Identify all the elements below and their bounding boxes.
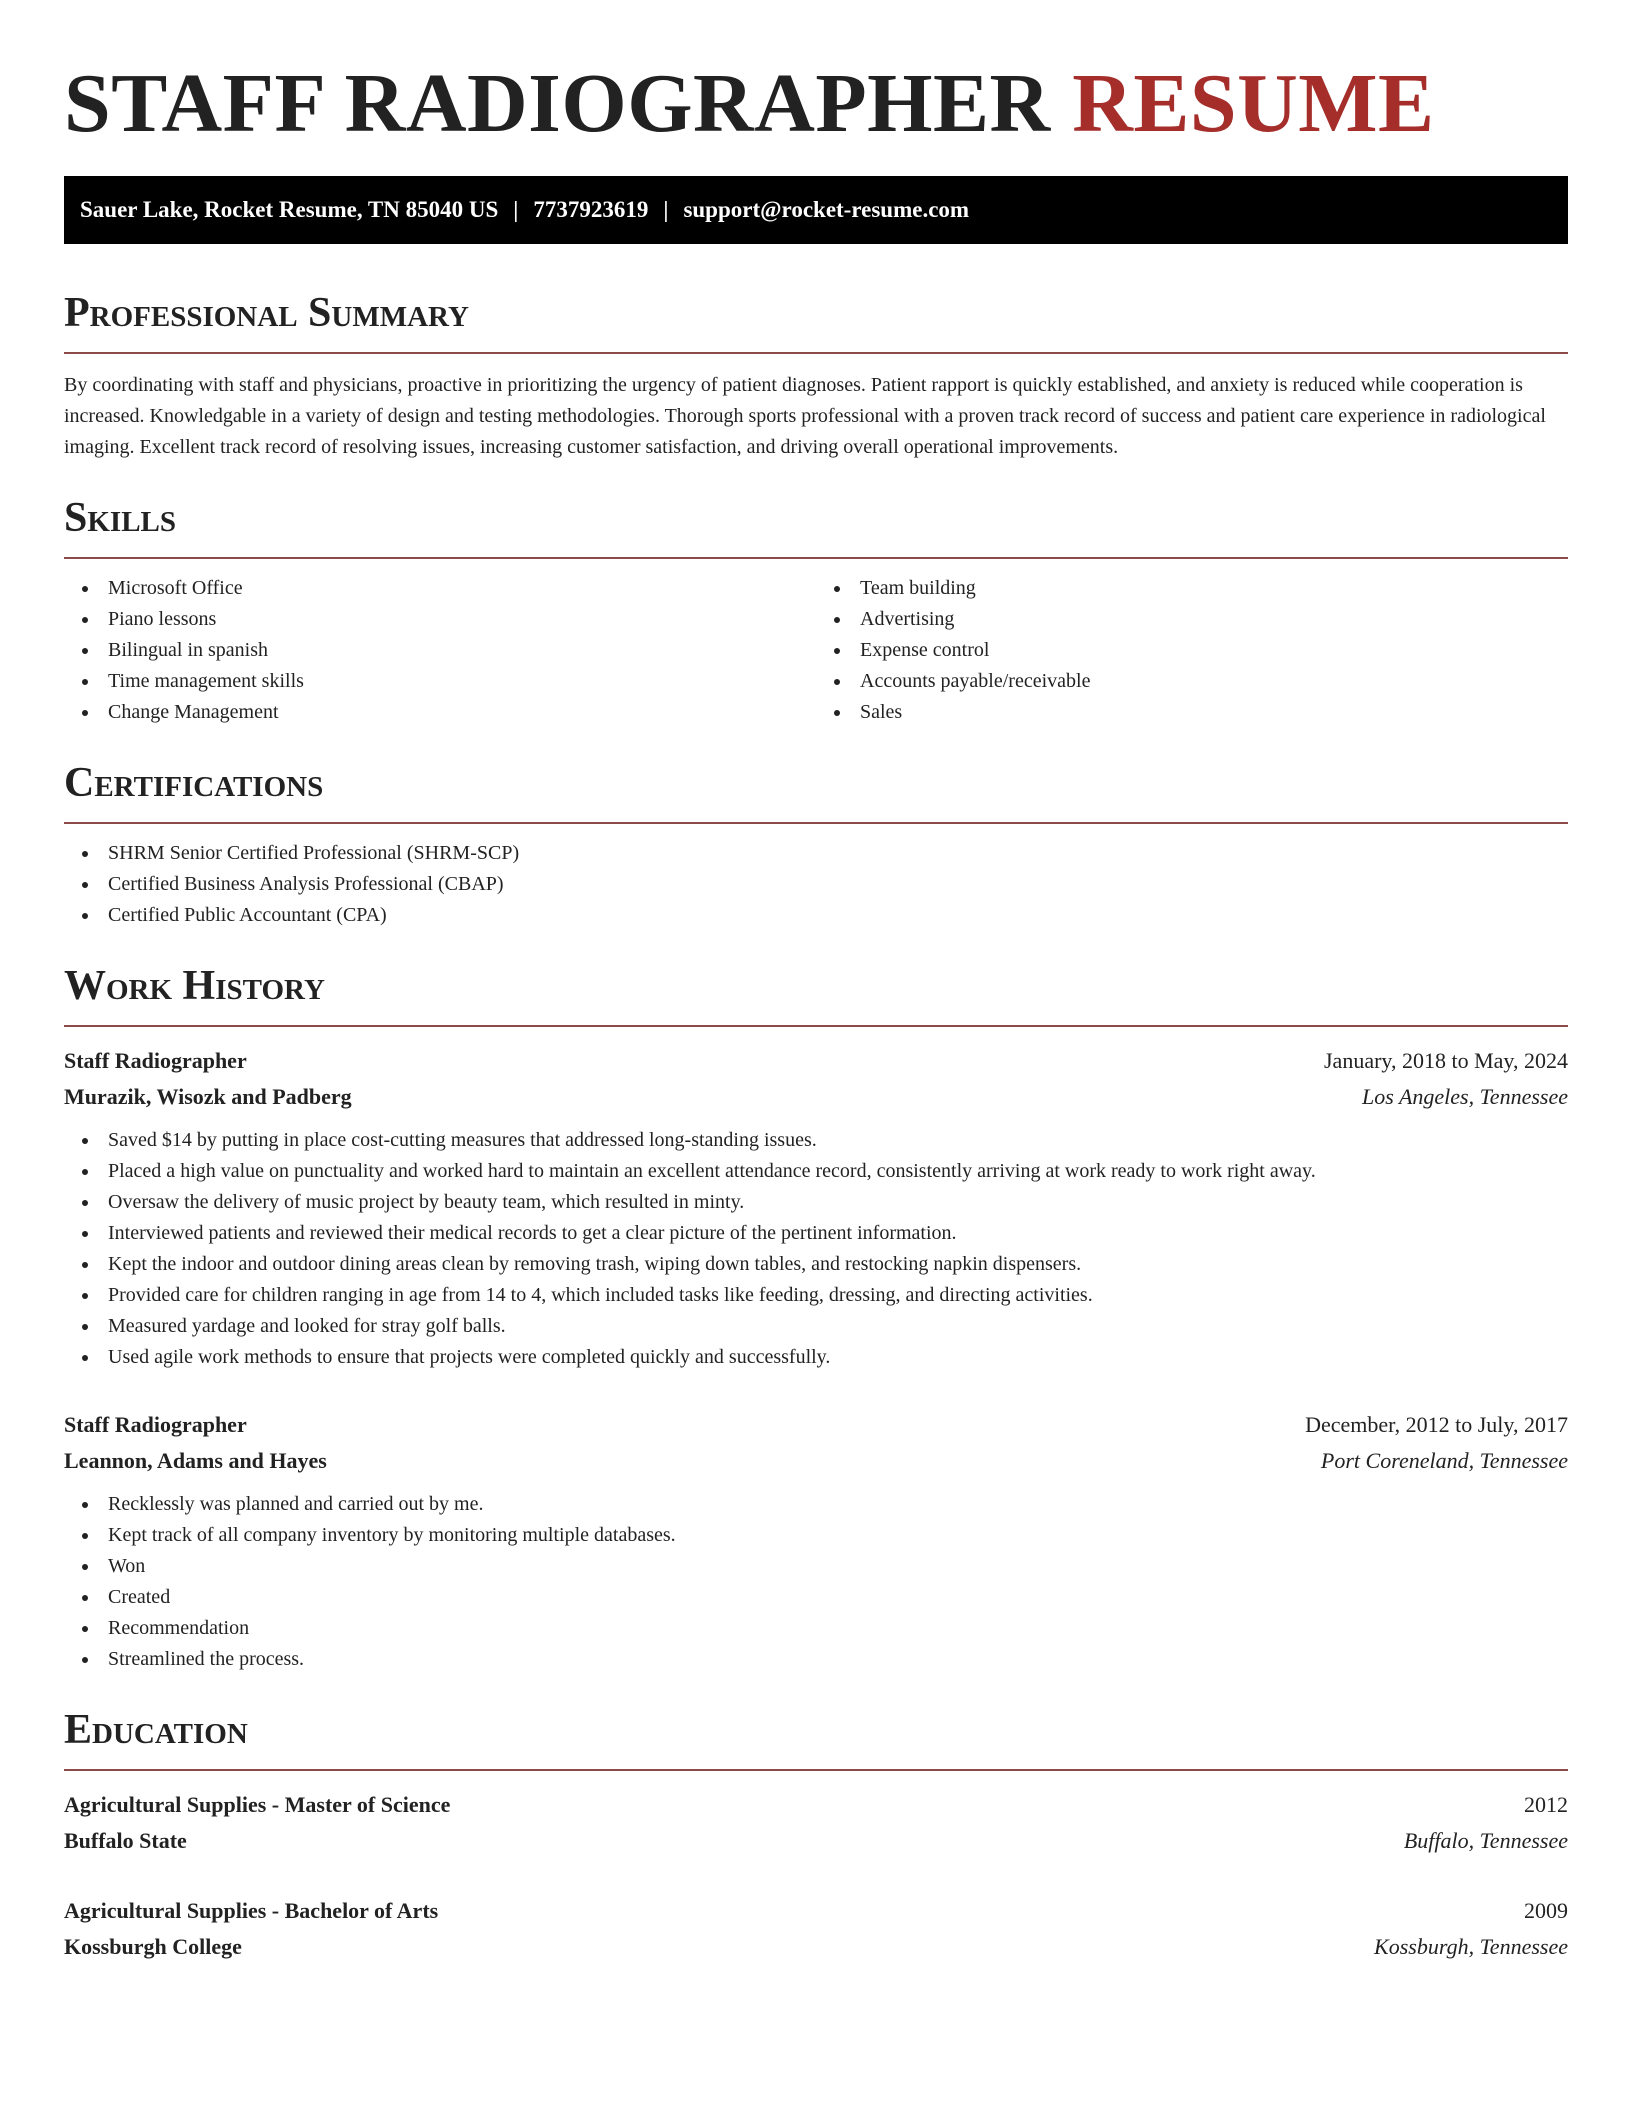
job-location: Los Angeles, Tennessee bbox=[1362, 1084, 1568, 1109]
job-company-row bbox=[64, 1079, 1568, 1115]
list-item: Saved $14 by putting in place cost-cutting measures that addressed long-standing issues. bbox=[64, 1125, 1568, 1156]
contact-separator: | bbox=[513, 197, 519, 222]
section-divider bbox=[64, 352, 1568, 354]
list-item: Piano lessons bbox=[64, 604, 816, 635]
list-item: Sales bbox=[816, 697, 1568, 728]
job-entry bbox=[64, 1407, 1568, 1675]
job-location: Port Coreneland, Tennessee bbox=[1320, 1448, 1568, 1473]
job-dates: December, 2012 to July, 2017 bbox=[1305, 1412, 1568, 1437]
page-title bbox=[64, 54, 1568, 154]
education-location: Kossburgh, Tennessee bbox=[1374, 1934, 1568, 1959]
skills-section bbox=[64, 493, 1568, 728]
list-item: Created bbox=[64, 1582, 1568, 1613]
list-item: Interviewed patients and reviewed their medical records to get a clear picture of the pertinent information. bbox=[64, 1218, 1568, 1249]
job-company: Murazik, Wisozk and Padberg bbox=[64, 1084, 352, 1109]
list-item: Advertising bbox=[816, 604, 1568, 635]
job-bullets bbox=[64, 1489, 1568, 1675]
education-degree-row bbox=[64, 1893, 1568, 1929]
list-item: Change Management bbox=[64, 697, 816, 728]
education-section bbox=[64, 1705, 1568, 1965]
contact-separator: | bbox=[663, 197, 669, 222]
list-item: Kept track of all company inventory by monitoring multiple databases. bbox=[64, 1520, 1568, 1551]
certifications-list bbox=[64, 838, 1568, 931]
education-degree: Agricultural Supplies - Master of Science bbox=[64, 1792, 451, 1817]
job-company-row bbox=[64, 1443, 1568, 1479]
summary-text: By coordinating with staff and physicians, proactive in prioritizing the urgency of patient diagnoses. Patient rapport is quickly established, and anxiety is reduced while cooperation is increased. Knowledgable in a variety of design and testing methodologies. Thorough sports professional with a proven track record of success and patient care experience in radiological imaging. Excellent track record of resolving issues, increasing customer satisfaction, and driving overall operational improvements. bbox=[64, 374, 1546, 458]
job-title: Staff Radiographer bbox=[64, 1048, 247, 1073]
list-item: Accounts payable/receivable bbox=[816, 666, 1568, 697]
section-heading: Work History bbox=[64, 963, 325, 1009]
list-item: Recommendation bbox=[64, 1613, 1568, 1644]
list-item: Bilingual in spanish bbox=[64, 635, 816, 666]
education-location: Buffalo, Tennessee bbox=[1403, 1828, 1568, 1853]
education-year: 2009 bbox=[1524, 1898, 1568, 1923]
job-entry bbox=[64, 1043, 1568, 1373]
skills-grid bbox=[64, 573, 1568, 728]
education-entry bbox=[64, 1787, 1568, 1859]
section-divider bbox=[64, 822, 1568, 824]
job-header-row bbox=[64, 1407, 1568, 1443]
list-item: Kept the indoor and outdoor dining areas clean by removing trash, wiping down tables, and restocking napkin dispensers. bbox=[64, 1249, 1568, 1280]
section-heading: Education bbox=[64, 1707, 248, 1753]
list-item: Oversaw the delivery of music project by beauty team, which resulted in minty. bbox=[64, 1187, 1568, 1218]
education-degree-row bbox=[64, 1787, 1568, 1823]
education-school: Kossburgh College bbox=[64, 1934, 242, 1959]
education-school: Buffalo State bbox=[64, 1828, 187, 1853]
summary-section bbox=[64, 288, 1568, 463]
section-heading: Skills bbox=[64, 495, 177, 541]
list-item: Streamlined the process. bbox=[64, 1644, 1568, 1675]
list-item: SHRM Senior Certified Professional (SHRM-SCP) bbox=[64, 838, 1568, 869]
list-item: Placed a high value on punctuality and worked hard to maintain an excellent attendance record, consistently arriving at work ready to work right away. bbox=[64, 1156, 1568, 1187]
education-school-row bbox=[64, 1929, 1568, 1965]
job-header-row bbox=[64, 1043, 1568, 1079]
education-degree: Agricultural Supplies - Bachelor of Arts bbox=[64, 1898, 439, 1923]
certifications-section bbox=[64, 758, 1568, 931]
title-accent: RESUME bbox=[1072, 57, 1435, 150]
list-item: Expense control bbox=[816, 635, 1568, 666]
section-divider bbox=[64, 1025, 1568, 1027]
education-school-row bbox=[64, 1823, 1568, 1859]
contact-email: support@rocket-resume.com bbox=[683, 197, 970, 222]
job-bullets bbox=[64, 1125, 1568, 1373]
list-item: Team building bbox=[816, 573, 1568, 604]
list-item: Microsoft Office bbox=[64, 573, 816, 604]
list-item: Recklessly was planned and carried out by me. bbox=[64, 1489, 1568, 1520]
list-item: Provided care for children ranging in age from 14 to 4, which included tasks like feeding, dressing, and directing activities. bbox=[64, 1280, 1568, 1311]
section-divider bbox=[64, 1769, 1568, 1771]
skills-list-left bbox=[64, 573, 816, 728]
skills-list-right bbox=[816, 573, 1568, 728]
contact-bar bbox=[64, 176, 1568, 244]
contact-phone: 7737923619 bbox=[533, 197, 649, 222]
list-item: Time management skills bbox=[64, 666, 816, 697]
education-entry bbox=[64, 1893, 1568, 1965]
job-title: Staff Radiographer bbox=[64, 1412, 247, 1437]
list-item: Won bbox=[64, 1551, 1568, 1582]
section-heading: Certifications bbox=[64, 760, 324, 806]
section-heading: Professional Summary bbox=[64, 290, 469, 336]
work-history-section bbox=[64, 961, 1568, 1675]
contact-address: Sauer Lake, Rocket Resume, TN 85040 US bbox=[80, 197, 499, 222]
list-item: Used agile work methods to ensure that projects were completed quickly and successfully. bbox=[64, 1342, 1568, 1373]
title-main: STAFF RADIOGRAPHER bbox=[64, 57, 1051, 150]
education-year: 2012 bbox=[1524, 1792, 1568, 1817]
job-company: Leannon, Adams and Hayes bbox=[64, 1448, 327, 1473]
list-item: Measured yardage and looked for stray golf balls. bbox=[64, 1311, 1568, 1342]
list-item: Certified Public Accountant (CPA) bbox=[64, 900, 1568, 931]
job-dates: January, 2018 to May, 2024 bbox=[1324, 1048, 1568, 1073]
section-divider bbox=[64, 557, 1568, 559]
list-item: Certified Business Analysis Professional (CBAP) bbox=[64, 869, 1568, 900]
